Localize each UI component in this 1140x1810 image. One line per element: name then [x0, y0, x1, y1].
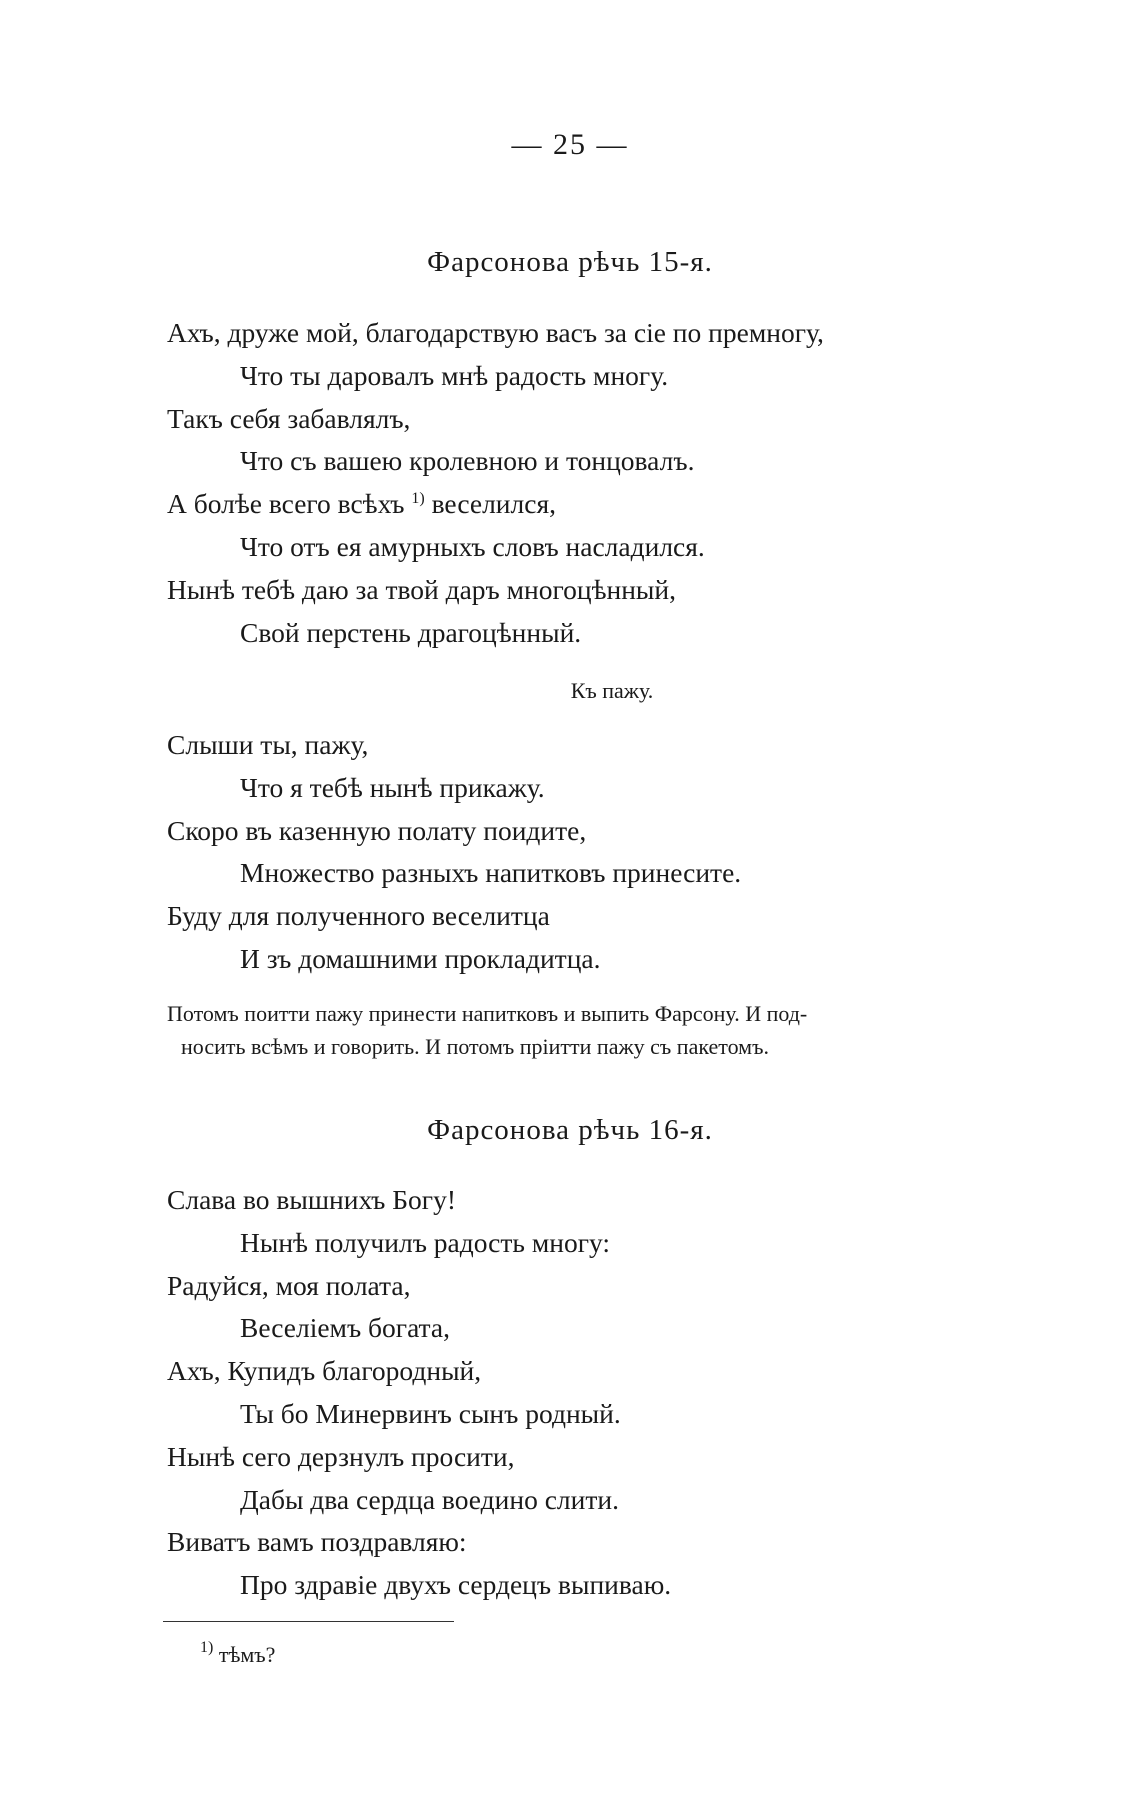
verse-line-part: А болѣе всего всѣхъ: [167, 488, 405, 520]
verse-line: Веселіемъ богата,: [240, 1312, 450, 1344]
verse-line: Что отъ ея амурныхъ словъ насладился.: [240, 530, 705, 562]
verse-line-part: веселился,: [431, 488, 556, 520]
verse-line: Буду для полученного веселитца: [167, 900, 550, 932]
verse-line: Нынѣ тебѣ даю за твой даръ многоцѣнный,: [167, 573, 677, 605]
speech-to-page-verse: [167, 724, 1067, 981]
verse-line: Про здравіе двухъ сердецъ выпиваю.: [240, 1569, 672, 1601]
footnote-divider: [163, 1621, 454, 1622]
stage-direction-line: носить всѣмъ и говорить. И потомъ пріитти пажу съ пакетомъ.: [181, 1034, 769, 1059]
verse-line: Дабы два сердца воедино слити.: [240, 1483, 619, 1515]
stage-direction-line: Потомъ поитти пажу принести напитковъ и выпить Фарсону. И под-: [167, 1001, 808, 1026]
verse-line: Слава во вышнихъ Богу!: [167, 1184, 456, 1215]
verse-line: Что ты даровалъ мнѣ радость многу.: [240, 359, 669, 391]
verse-line: Радуйся, моя полата,: [167, 1269, 411, 1301]
speech-16-verse: [167, 1179, 1067, 1607]
verse-line: Нынѣ получилъ радость многу:: [240, 1226, 611, 1258]
footnote-mark: 1): [200, 1639, 214, 1656]
stage-direction-to-page: Къ пажу.: [570, 678, 654, 703]
speech-16-title: Фарсонова рѣчь 16-я.: [427, 1114, 713, 1146]
stage-direction-paragraph: [167, 997, 1060, 1063]
verse-line: Что съ вашею кролевною и тонцовалъ.: [240, 445, 695, 477]
verse-line: Свой перстень драгоцѣнный.: [240, 616, 582, 648]
verse-line: И зъ домашними прокладитца.: [240, 942, 601, 974]
verse-line: Множество разныхъ напитковъ принесите.: [240, 857, 742, 889]
verse-line: Слыши ты, пажу,: [167, 729, 369, 760]
verse-line: Такъ себя забавлялъ,: [167, 402, 411, 434]
page-number: — 25 —: [511, 128, 629, 161]
verse-line: Виватъ вамъ поздравляю:: [167, 1526, 467, 1558]
verse-line: Что я тебѣ нынѣ прикажу.: [240, 771, 545, 803]
footnote-text: тѣмъ?: [218, 1642, 276, 1667]
verse-line: Ахъ, Купидъ благородный,: [167, 1355, 482, 1387]
verse-line: Ахъ, друже мой, благодарствую васъ за сіе по премногу,: [167, 317, 824, 348]
footnote: [200, 1639, 276, 1668]
verse-line: Скоро въ казенную полату поидите,: [167, 814, 587, 846]
speech-15-verse: [167, 312, 1067, 654]
verse-line: Ты бо Минервинъ сынъ родный.: [240, 1397, 621, 1429]
speech-15-title: Фарсонова рѣчь 15-я.: [427, 246, 713, 278]
verse-line: Нынѣ сего дерзнулъ просити,: [167, 1440, 515, 1472]
verse-line: [167, 483, 1067, 526]
footnote-reference[interactable]: 1): [411, 490, 425, 508]
